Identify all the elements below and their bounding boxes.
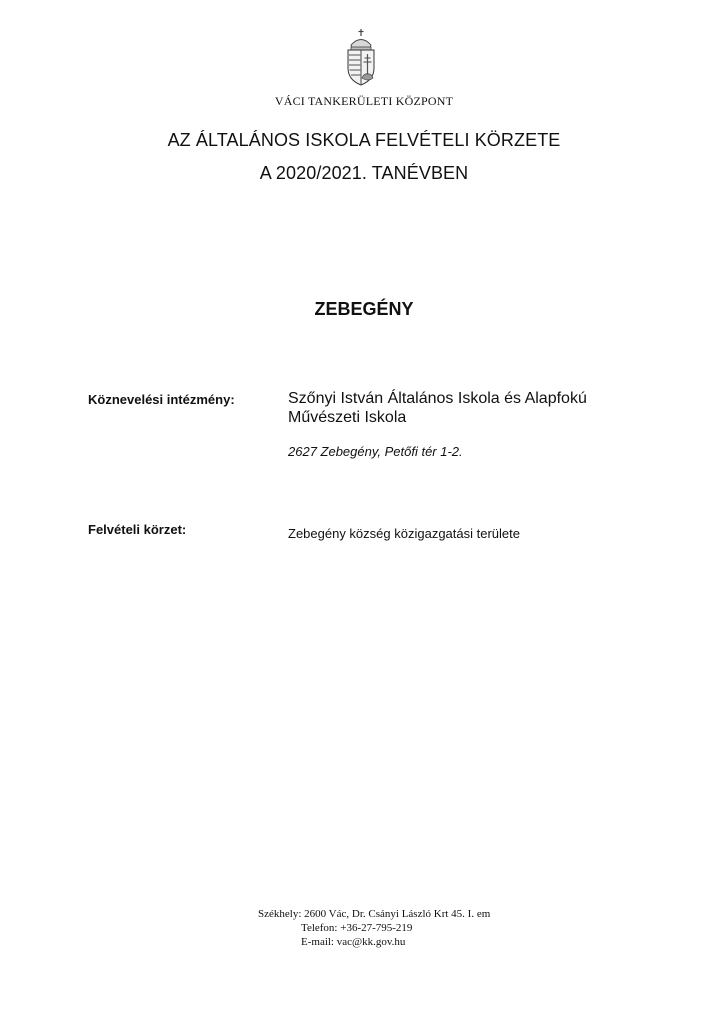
- organization-name: VÁCI TANKERÜLETI KÖZPONT: [274, 94, 454, 108]
- district-label: Felvételi körzet:: [88, 522, 187, 537]
- district-value: Zebegény község közigazgatási területe: [288, 526, 520, 541]
- institution-name: [288, 389, 587, 427]
- institution-name-line2: Művészeti Iskola: [288, 409, 407, 426]
- institution-name-line1: Szőnyi István Általános Iskola és Alapfokú: [288, 390, 587, 407]
- hungarian-coat-of-arms-icon: [342, 28, 380, 86]
- institution-address: 2627 Zebegény, Petőfi tér 1-2.: [288, 444, 463, 459]
- footer-seat: Székhely: 2600 Vác, Dr. Csányi László Krt 45. I. em: [258, 908, 491, 920]
- document-subtitle: A 2020/2021. TANÉVBEN: [259, 163, 469, 183]
- footer-phone: Telefon: +36-27-795-219: [301, 922, 413, 934]
- document-title: AZ ÁLTALÁNOS ISKOLA FELVÉTELI KÖRZETE: [167, 130, 561, 150]
- footer-email: E-mail: vac@kk.gov.hu: [301, 936, 406, 948]
- settlement-heading: ZEBEGÉNY: [314, 299, 414, 319]
- institution-label: Köznevelési intézmény:: [88, 392, 235, 407]
